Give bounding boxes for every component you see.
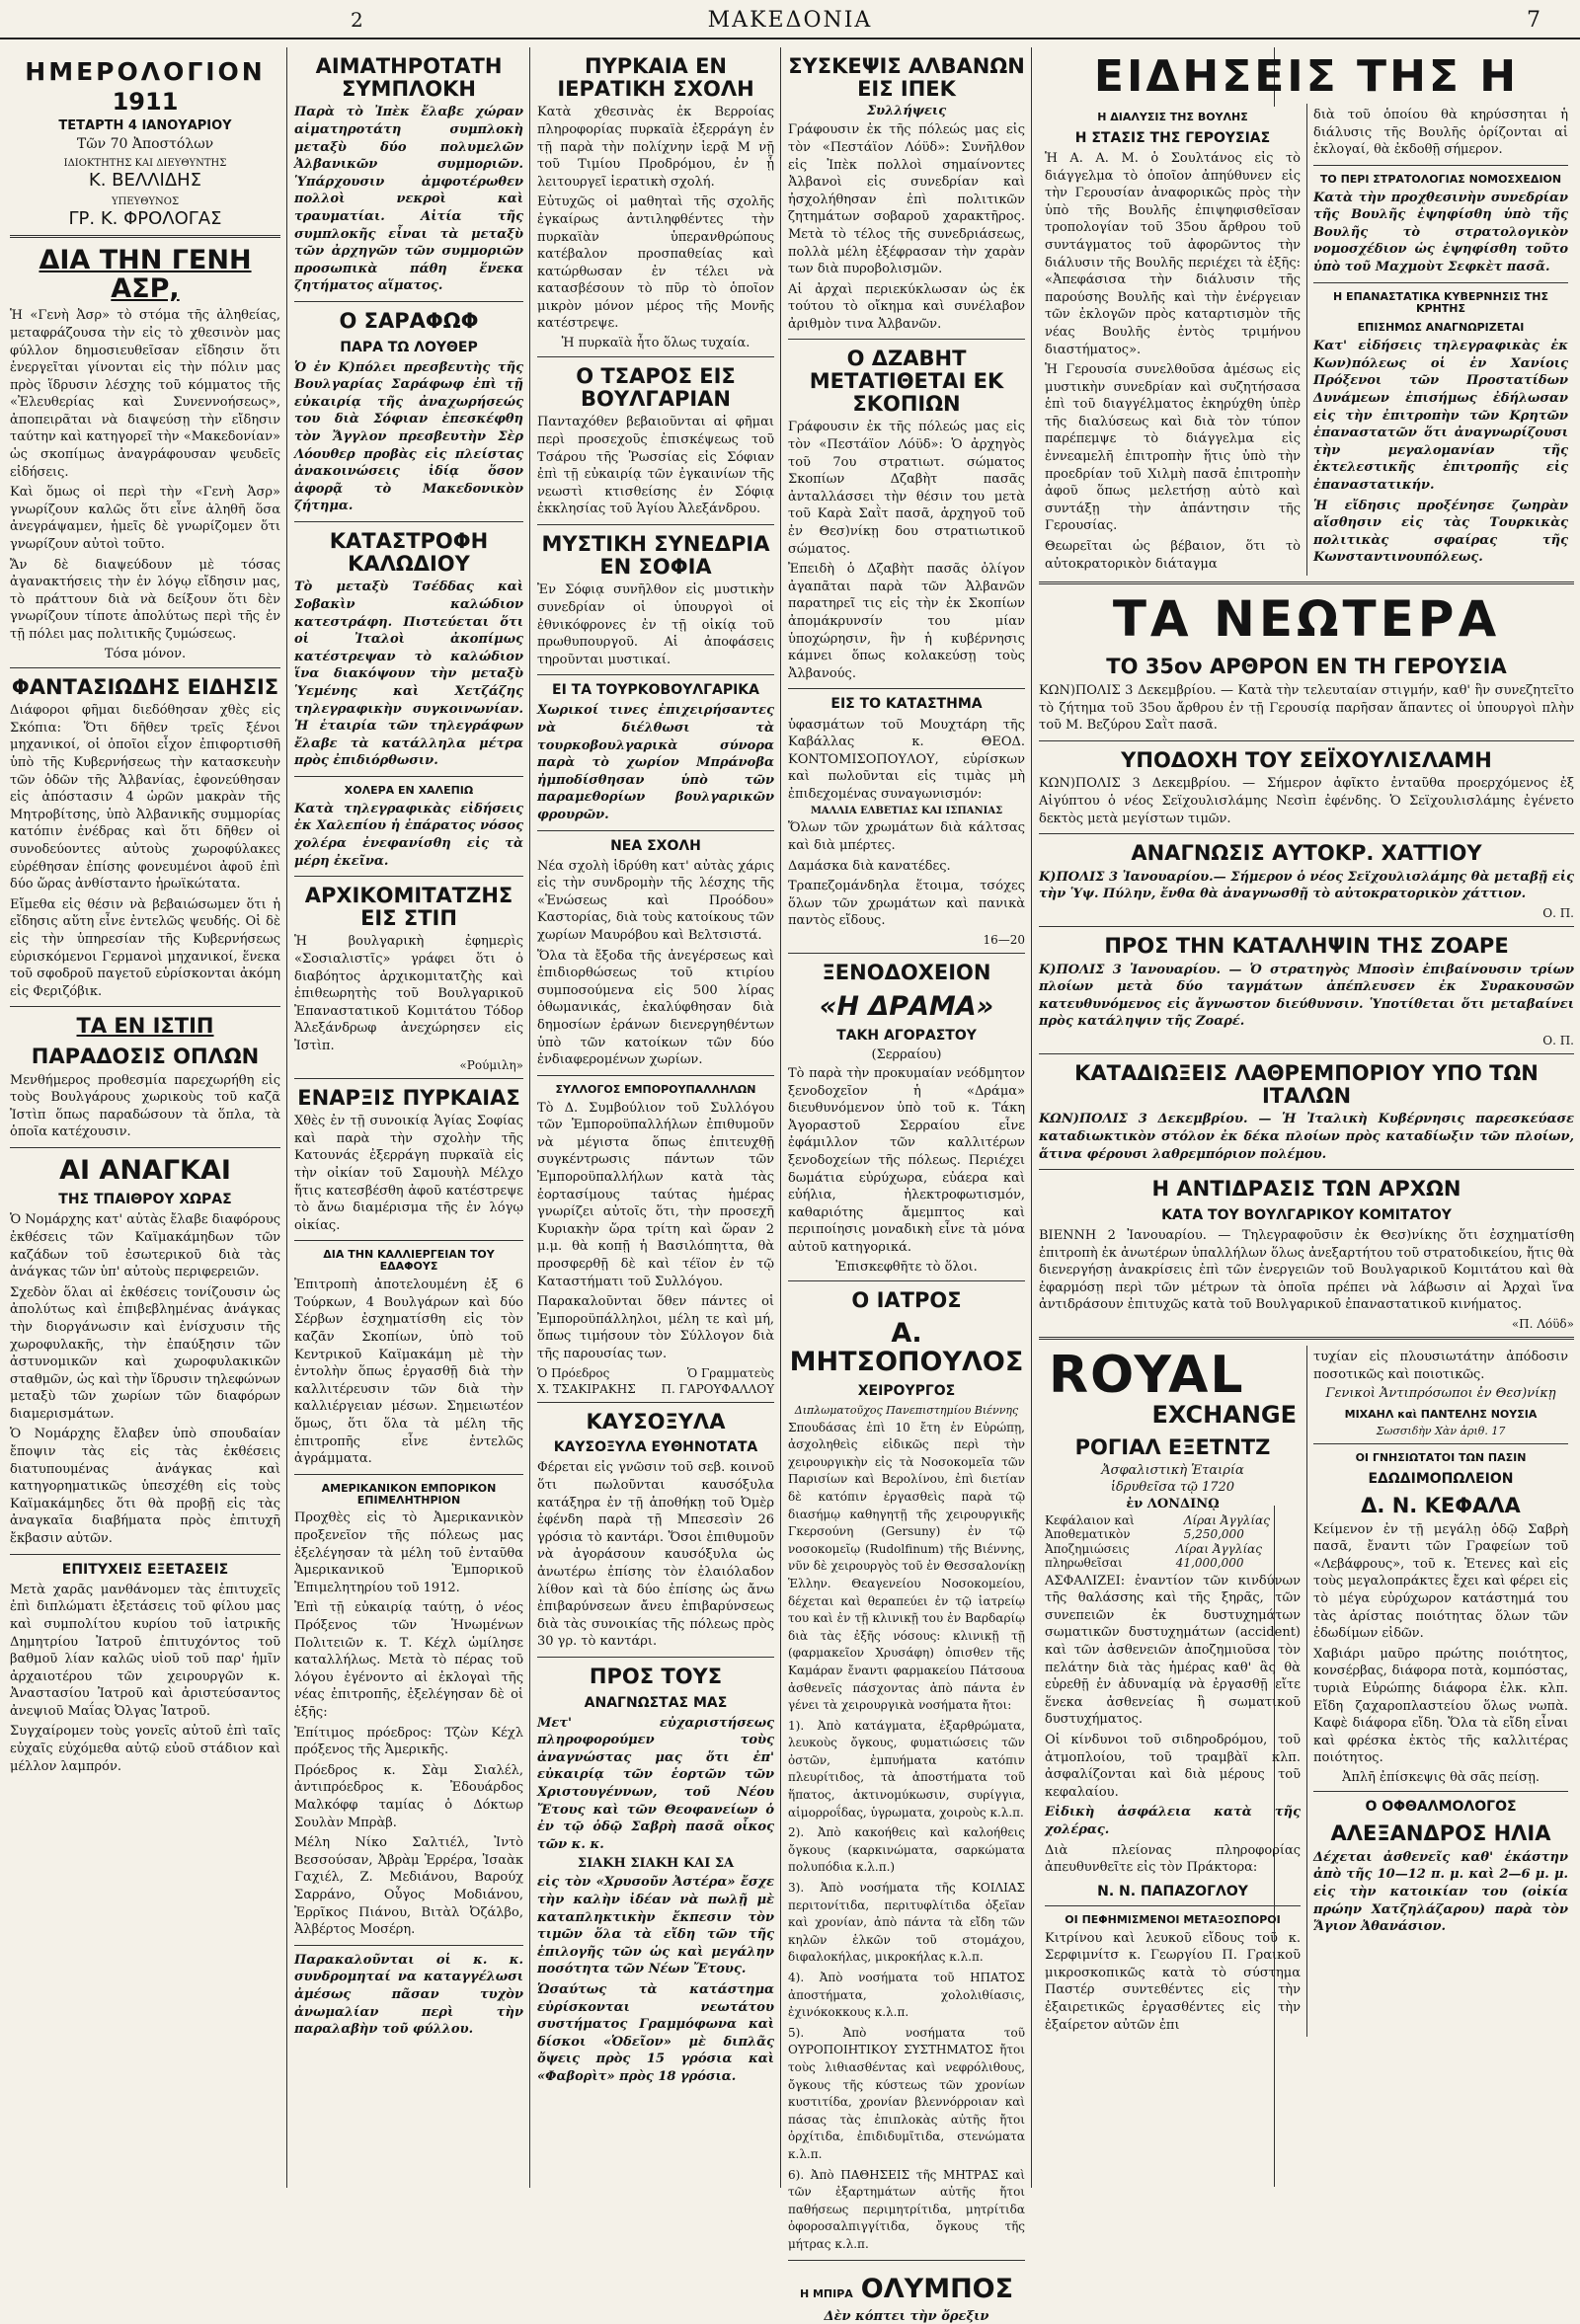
news-source: «Π. Λόϋδ» [1511, 1316, 1574, 1331]
ad-paragraph: Κιτρίνου καὶ λευκοῦ εἴδους τοῦ κ. Σερφιμνίτσ κ. Γεωργίου Π. Γραικοῦ μικροσκοπικῶς κατὰ τὸ σύστημα Παστέρ συντεθέντες εἰς τὴν ἐξαιρετικῶς ἐργασθέντες εἰς τὴν ἐξαίρετον αὐτῶν ἐπι [1045, 1930, 1301, 2033]
ad-title: Ο ΙΑΤΡΟΣ [851, 1287, 962, 1312]
article-paragraph: Ἐν Σόφιᾳ συνῆλθον εἰς μυστικὴν συνεδρίαν οἱ ὑπουργοὶ οἱ ἐθνικόφρονες ἐν τῇ οἰκίᾳ τοῦ πρωθυπουργοῦ. Αἱ ἀποφάσεις τηροῦνται μυστικαί. [537, 582, 774, 667]
article-title: ΣΥΣΚΕΨΙΣ ΑΛΒΑΝΩΝ ΕΙΣ ΙΠΕΚ [788, 54, 1025, 101]
ad-store-name: ΣΙΑΚΗ ΣΙΑΚΗ ΚΑΙ ΣΑ [577, 1856, 735, 1872]
news-source: Ο. Π. [1542, 906, 1574, 920]
divider [10, 1147, 280, 1148]
page-number: 2 [351, 8, 363, 32]
divider [1045, 1905, 1301, 1906]
divider [788, 1280, 1025, 1281]
notice-paragraph: Παρακαλοῦνται οἱ κ. κ. συνδρομηταί να καταγγέλωσι ἀμέσως πᾶσαν τυχὸν ἀνωμαλίαν περὶ τὴν παραλαβὴν τοῦ φύλλου. [294, 1952, 523, 2038]
article-paragraph: Ἡ Γερουσία συνελθοῦσα ἀμέσως εἰς μυστικὴν συνεδρίαν καὶ συζητήσασα ἐπὶ τοῦ διαγγέλματος ἐκηρύχθη ὑπὲρ τῆς διαλύσεως καὶ διὰ τὸν τύπον παρέπεμψε τὸ διάγγελμα εἰς ἐννεαμελῆ ἐπιτροπὴν ἥτις ὑπὸ τὴν προεδρίαν τοῦ Χιλμὴ πασᾶ ἐπιτροπὴν ἀφοῦ ὅπως μελετήσῃ αὐτὸ καὶ συντάξῃ τὴν ἀπάντησιν τῆς Γερουσίας. [1045, 362, 1301, 534]
ad-paragraph: Εἰδικὴ ἀσφάλεια κατὰ τῆς χολέρας. [1045, 1805, 1301, 1837]
news-paragraph: Κ)ΠΟΛΙΣ 3 Ἰανουαρίου. — Ὁ στρατηγὸς Μποσὶν ἐπιβαίνουσιν τρίων πλοίων μετὰ δύο ταγμάτων ἀπέπλευσεν ἐκ Συρακουσῶν κατευθυνόμενος εἰς ἄγνωστον διεύθυνσιν. Ὑποτίθεται ὅτι μεταβαίνει πρὸς κατάληψιν τῆς Ζοαρέ. [1039, 962, 1574, 1030]
article-title: Η ΔΙΑΛΥΣΙΣ ΤΗΣ ΒΟΥΛΗΣ [1097, 111, 1248, 123]
column-4 [782, 47, 1031, 2324]
news-paragraph: Κ)ΠΟΛΙΣ 3 Ἰανουαρίου.— Σήμερον ὁ νέος Σεϊχουλισλάμης θὰ μεταβῇ εἰς τὴν Ὑψ. Πύλην, ἔνθα θὰ ἀναγνωσθῇ τὸ αὐτοκρατορικὸν χάττιον. [1039, 869, 1574, 902]
article-subtitle: ΠΑΡΑΔΟΣΙΣ ΟΠΛΩΝ [31, 1045, 260, 1069]
article-paragraph: Μέλη Νίκο Σαλτιέλ, Ἰντὸ Βεσσούσαν, Ἀβρὰμ Ἐρρέρα, Ἰσαὰκ Γαχιέλ, Ζ. Μεδιάνου, Βαρούχ Σαρράνο, Οὗγος Μοδιάνου, Ἐρρῖκος Πιάνου, Βιτὰλ Ὀζάλβο, Ἀλβέρτος Μοσέρη. [294, 1835, 523, 1938]
royal-sub: ἱδρυθεῖσα τῷ 1720 [1110, 1479, 1235, 1495]
article-paragraph: Ἡ Α. Α. Μ. ὁ Σουλτάνος εἰς τὸ διάγγελμα τὸ ὁποῖον ἀπηύθυνεν εἰς τὴν Γερουσίαν ἀναφορικῶς πρὸς τὴν ὑπὸ τῆς Βουλῆς ἐπιψηφισθεῖσαν τροπολογίαν τοῦ 35ου ἄρθρου τοῦ συντάγματος τοῦ ἀφορῶντος τὴν διάλυσιν τῆς Βουλῆς περιέχει τὰ ἑξῆς: «Ἀπεφάσισα τὴν διάλυσιν τῆς παρούσης Βουλῆς καὶ τὴν ἐνέργειαν τῶν ἐκλογῶν πρὸς καταρτισμὸν τῆς νέας Βουλῆς ἐντὸς τριμήνου διαστήματος». [1045, 150, 1301, 357]
divider [294, 876, 523, 877]
divider [294, 776, 523, 777]
ad-paragraph: Κείμενον ἐν τῇ μεγάλῃ ὁδῷ Σαβρὴ πασᾶ, ἔναντι τῶν Γραφείων τοῦ «Λεβάφρους», τοῦ κ. Ἑτενες καὶ εἰς τοὺς μεγαλοπράκτες ἔχει καὶ φέρει εἰς τὸ μέγα εὐρύχωρον κατάστημά του τὰς ἀρίστας ποιότητας ὅλων τῶν ἐδωδίμων εἰδῶν. [1313, 1521, 1568, 1642]
column-divider [1031, 47, 1032, 2188]
article-paragraph: Ὅλα τὰ ἔξοδα τῆς ἀνεγέρσεως καὶ ἐπιδιορθώσεως τοῦ κτιρίου συμποσούμενα εἰς 500 λίρας ὀθωμανικάς, ἐκαλύφθησαν διὰ δημοσίων ἐράνων διενεργηθέντων ὑπὸ τῶν κατοίκων τῶν δύο ἐνδιαφερομένων χωρίων. [537, 948, 774, 1068]
divider [1039, 1169, 1574, 1170]
right-section [1033, 47, 1580, 2188]
article-closing: Ἡ πυρκαϊὰ ἦτο ὅλως τυχαία. [561, 336, 750, 351]
news-left [1039, 104, 1306, 576]
article-source: «Ρούμιλη» [459, 1057, 523, 1072]
ad-paragraph: Τραπεζομάνδηλα ἕτοιμα, τσόχες ὅλων τῶν χρωμάτων καὶ πανικὰ παντὸς εἴδους. [788, 879, 1025, 929]
divider [537, 524, 774, 525]
divider [788, 953, 1025, 954]
divider [1039, 1053, 1574, 1054]
article-paragraph: Κατὰ χθεσινὰς ἐκ Βερροίας πληροφορίας πυρκαϊὰ ἐξερράγη ἐν τῇ παρὰ τὴν πολίχνην ἱερᾷ Μ νῇ τοῦ Τιμίου Προδρόμου, ἐν ᾗ λειτουργεῖ ἱερατικὴ σχολή. [537, 105, 774, 190]
article-subtitle: ΠΑΡΑ ΤΩ ΛΟΥΘΕΡ [340, 339, 478, 355]
article-paragraph: Χωρικοί τινες ἐπιχειρήσαντες νὰ διέλθωσι τὰ τουρκοβουλγαρικὰ σύνορα παρὰ τὸ χωρίον Μπράνοβα ἠμποδίσθησαν ὑπὸ τῶν παραμεθορίων βουλγαρικῶν φρουρῶν. [537, 703, 774, 822]
ad-subtitle-2: (Σερραίου) [871, 1046, 942, 1062]
ad-line: Σωσσιδὴν Χὰν ἀριθ. 17 [1376, 1424, 1506, 1437]
ad-name: ΟΛΥΜΠΟΣ [860, 2273, 1014, 2304]
article-title: ΜΥΣΤΙΚΗ ΣΥΝΕΔΡΙΑ ΕΝ ΣΟΦΙΑ [541, 531, 770, 579]
ad-subtitle: ΑΝΑΓΝΩΣΤΑΣ ΜΑΣ [584, 1694, 728, 1711]
article-title: Ο ΣΑΡΑΦΩΦ [339, 308, 479, 333]
article-paragraph: Ἡ «Γενὴ Ἀσρ» τὸ στόμα τῆς ἀληθείας, μεταφράζουσα τὴν εἰς τὸ χθεσινὸν μας φύλλον δημοσιευθεῖσαν εἴδησιν ὅτι ἐνεργεῖται γίνονται εἰς τὴν πόλιν μας πρὸς ἵδρυσιν λέσχης τοῦ κόμματος τῆς «Ἐλευθερίας καὶ Συνεννοήσεως», ἀποπειρᾶται νὰ διαψεύσῃ τὴν εἴδησιν ταύτην καὶ κατηγορεῖ τὴν «Μακεδονίαν» ὡς σκοπίμως ἀναγράφουσαν ψευδεῖς εἰδήσεις. [10, 308, 280, 480]
ad-paragraph: Μετ' εὐχαριστήσεως πληροφορούμεν τοὺς ἀναγνώστας μας ὅτι ἐπ' εὐκαιρίᾳ τῶν ἑορτῶν τῶν Χριστουγέννων, τοῦ Νέου Ἔτους καὶ τῶν Θεοφανείων ὁ ἐν τῷ ὁδῷ Σαβρὴ πασᾶ οἶκος τῶν κ. κ. [537, 1715, 774, 1852]
column-divider [286, 47, 287, 2188]
side-number: 7 [1527, 8, 1540, 33]
news-title: ΤΟ 35ον ΑΡΘΡΟΝ ΕΝ ΤΗ ΓΕΡΟΥΣΙΑ [1106, 655, 1507, 679]
divider [1313, 282, 1568, 283]
divider [294, 1945, 523, 1946]
ad-title: ΞΕΝΟΔΟΧΕΙΟΝ [822, 961, 991, 985]
article-title: ΕΝΑΡΞΙΣ ΠΥΡΚΑΙΑΣ [297, 1085, 520, 1110]
divider [1039, 1337, 1574, 1340]
ad-paragraph: 4). Ἀπὸ νοσήματα τοῦ ΗΠΑΤΟΣ ἀποστήματα, χολολιθίασις, ἐχινόκοκκους κ.λ.π. [788, 1971, 1025, 2020]
royal-row [1045, 1542, 1301, 1570]
ad-paragraph: 3). Ἀπὸ νοσήματα τῆς ΚΟΙΛΙΑΣ περιτονίτιδα, περιτυφλίτιδα ὀξεῖαν καὶ χρονίαν, ἀπὸ πάντα τὰ εἴδη τῶν κηλῶν ἑλκῶν τοῦ στομάχου, διφαλοκήλας, μικροκήλας κ.λ.π. [788, 1881, 1025, 1965]
article-title: ΑΙ ΑΝΑΓΚΑΙ [59, 1155, 231, 1187]
article-paragraph: Τὸ Δ. Συμβούλιον τοῦ Συλλόγου τῶν Ἐμποροϋπαλλήλων ἐπιθυμοῦν νὰ μέγιστα ὅπως ἐπιτευχθῇ συγκέντρωσις πάντων τῶν Ἐμποροϋπαλλήλων κατὰ τὰς ἑορτασίμους ταύτας ἡμέρας γνωρίζει αὐτοῖς ὅτι, τὴν προσεχῆ Κυριακὴν ὥρα τρίτη καὶ ὥραν 2 μ.μ. θὰ κοπῇ ἡ Βασιλόπηττα, θὰ προσφερθῇ δὲ καὶ τέϊον ἐν τῷ Καταστήματι τοῦ Συλλόγου. [537, 1100, 774, 1289]
ad-slogan: Δὲν κόπτει τὴν ὄρεξιν [824, 2308, 989, 2324]
ad-title: Ο ΟΦΘΑΛΜΟΛΟΓΟΣ [1365, 1798, 1517, 1815]
news-paragraph: ΒΙΕΝΝΗ 2 Ἰανουαρίου. — Τηλεγραφοῦσιν ἐκ Θεσ)νίκης ὅτι ἐσχηματίσθη ἐπιτροπὴ ἐκ ἀνωτέρων ὑπαλλήλων ὅλως ἀνεξαρτήτου τοῦ στρατοδικείου, ἥτις θὰ διενεργήσῃ ἀνακρίσεις ἐπὶ τῶν ἐνεργειῶν τοῦ Βουλγαρικοῦ Κομιτάτου καὶ θὰ ἐφαρμόσῃ περὶ τῶν μέτρων τὰ ὁποῖα πρέπει νὰ λάβωσιν αἱ Ἀρχαὶ ἵνα ἀντιδράσουν ἐπιτυχῶς κατὰ τοῦ Βουλγαρικοῦ ἐπαναστατικοῦ κινήματος. [1039, 1227, 1574, 1313]
ad-line: Γενικοὶ Ἀντιπρόσωποι ἐν Θεσ)νίκῃ [1325, 1386, 1556, 1402]
divider [537, 674, 774, 675]
news-paragraph: ΚΩΝ)ΠΟΛΙΣ 3 Δεκεμβρίου. — Ἡ Ἰταλικὴ Κυβέρνησις παρεσκεύασε καταδιωκτικὸν στόλον ἐκ δέκα πλοίων πρὸς καταδίωξιν τῶν πλοίων, ἅτινα φέρουσι λαθρεμπόριον πολέμου. [1039, 1112, 1574, 1162]
article-title: ΤΟ ΠΕΡΙ ΣΤΡΑΤΟΛΟΓΙΑΣ ΝΟΜΟΣΧΕΔΙΟΝ [1319, 172, 1562, 186]
calendar-year: 1911 [112, 88, 179, 116]
article-paragraph: Ὁ Νομάρχης κατ' αὐτὰς ἔλαβε διαφόρους ἐκθέσεις τῶν Καϊμακάμηδων τῶν καζάδων τοῦ ἐσωτερικοῦ διὰ τὰς ἀνάγκας τῶν ὑπ' αὐτοὺς περιφερειῶν. [10, 1212, 280, 1280]
article-paragraph: Αἱ ἀρχαὶ περιεκύκλωσαν ὡς ἐκ τούτου τὸ οἴκημα καὶ συνέλαβον ἀριθμὸν τινα Ἀλβανῶν. [788, 281, 1025, 332]
divider [1039, 833, 1574, 834]
ads-left [1039, 1346, 1306, 2037]
ad-paragraph: 1). Ἀπὸ κατάγματα, ἐξαρθρώματα, λευκοὺς ὄγκους, φυματιώσεις τῶν ὀστῶν, ἐμπυήματα κατόπιν πλευρίτιδος, τὰ ἀποστήματα τοῦ ἥπατος, ἀκτινομύκωσιν, συρίγγια, αἱμορροΐδας, ὑγρωματα, χοιροὺς κ.λ.π. [788, 1718, 1025, 1820]
ad-line: ΜΑΛΛΙΑ ΕΛΒΕΤΙΑΣ ΚΑΙ ΙΣΠΑΝΙΑΣ [810, 806, 1003, 817]
royal-agent: Ν. Ν. ΠΑΠΑΖΟΓΛΟΥ [1097, 1883, 1248, 1899]
ad-subtitle: ΚΑΥΣΟΞΥΛΑ ΕΥΘΗΝΟΤΑΤΑ [553, 1439, 758, 1456]
ad-paragraph: τυχίαν εἰς πλουσιωτάτην ἀπόδοσιν ποσοτικῶς καὶ ποιοτικῶς. [1313, 1349, 1568, 1382]
article-title: Ο ΤΣΑΡΟΣ ΕΙΣ ΒΟΥΛΓΑΡΙΑΝ [576, 364, 736, 411]
ad-paragraph: ΑΣΦΑΛΙΖΕΙ: ἐναντίον τῶν κινδύνων τῆς θαλάσσης καὶ τῆς ξηρᾶς, τῶν συνεπειῶν ἐκ δυστυχημάτων σωματικῶν δυστυχημάτων (accident) καὶ τῶν ἀσθενειῶν ἀποζημιοῦσα τὸν πελάτην διὰ τὰς ἡμέρας καθ' ἃς θὰ εὑρεθῇ ἐν ἀδυναμίᾳ νὰ ἐργασθῇ εἴτε ἕνεκα ἀσθενείας ἢ σωματικοῦ δυστυχήματος. [1045, 1573, 1301, 1728]
article-title: ΠΥΡΚΑΙΑ ΕΝ ΙΕΡΑΤΙΚΗ ΣΧΟΛΗ [557, 54, 754, 101]
article-subtitle: ΕΠΙΣΗΜΩΣ ΑΝΑΓΝΩΡΙΖΕΤΑΙ [1357, 321, 1525, 335]
ad-name: ΑΛΕΞΑΝΔΡΟΣ ΗΛΙΑ [1330, 1821, 1551, 1846]
article-title: ΑΡΧΙΚΟΜΙΤΑΤΖΗΣ ΕΙΣ ΣΤΙΠ [304, 884, 514, 930]
news-right [1306, 104, 1574, 576]
article-title: ΚΑΤΑΣΤΡΟΦΗ ΚΑΛΩΔΙΟΥ [329, 529, 489, 576]
ad-paragraph: 6). Ἀπὸ ΠΑΘΗΣΕΙΣ τῆς ΜΗΤΡΑΣ καὶ τῶν ἐξαρτημάτων αὐτῆς ἤτοι παθήσεως περιμητρίτιδα, μητρίτιδα ὀφοροσαλπιγγίτιδα, ὄγκους τῆς μήτρας κ.λ.π. [788, 2167, 1025, 2251]
ad-name: «Η ΔΡΑΜΑ» [819, 990, 994, 1022]
editor-name: ΓΡ. Κ. ΦΡΟΛΟΓΑΣ [68, 208, 222, 229]
article-paragraph: Ὁ ἐν Κ)πόλει πρεσβευτὴς τῆς Βουλγαρίας Σαράφωφ ἐπὶ τῇ εὐκαιρίᾳ τῆς ἀναχωρήσεώς του διὰ Σόφιαν ἐπεσκέφθη τὸν Ἄγγλον πρεσβευτὴν Σὲρ Λόουθερ προβὰς εἰς πλείστας ἀνακοινώσεις ἰδίᾳ ὅσον ἀφορᾷ τὸ Μακεδονικὸν ζήτημα. [294, 359, 523, 514]
article-paragraph: Συγχαίρομεν τοὺς γονεῖς αὐτοῦ ἐπὶ ταῖς εὐχαῖς εὐχόμεθα αὐτῷ εὐοῦ στάδιον καὶ μέλλον λαμπρόν. [10, 1724, 280, 1774]
news-title: ΠΡΟΣ ΤΗΝ ΚΑΤΑΛΗΨΙΝ ΤΗΣ ΖΟΑΡΕ [1104, 934, 1509, 958]
royal-row-value: Λίραι Ἀγγλίας 5,250,000 [1183, 1512, 1270, 1541]
ad-subtitle: ΤΑΚΗ ΑΓΟΡΑΣΤΟΥ [836, 1027, 977, 1044]
news-paragraph: ΚΩΝ)ΠΟΛΙΣ 3 Δεκεμβρίου. — Σήμερον ἀφῖκτο ἐνταῦθα προερχόμενος ἐξ Αἰγύπτου ὁ νέος Σεϊχουλισλάμης Νεσὶπ ἐφένδης. Ὁ Σεϊχουλισλάμης ἐγένετο δεκτὸς μετὰ μεγίστων τιμῶν. [1039, 776, 1574, 826]
article-paragraph: Προχθὲς εἰς τὸ Ἀμερικανικὸν προξενεῖον τῆς πόλεως μας ἐξελέγησαν τὰ μέλη τοῦ ἐνταῦθα Ἀμερικανικοῦ Ἐμπορικοῦ Ἐπιμελητηρίου τοῦ 1912. [294, 1511, 523, 1595]
masthead [0, 0, 1580, 39]
calendar-saint: Τῶν 70 Ἀποστόλων [76, 136, 214, 152]
royal-row-label: Κεφάλαιον καὶ Ἀποθεματικὸν [1045, 1512, 1135, 1541]
article-paragraph: Ἐπειδὴ ὁ Δζαβὴτ πασᾶς ὀλίγον ἀγαπᾶται παρὰ τῶν Ἀλβανῶν παρατηρεῖ τις εἰς τὴν ἐκ Σκοπίων ἀπομάκρυνσίν του μίαν ὑποχώρησιν, ἣν ἡ κυβέρνησις κάμνει ὅπως κολακεύσῃ τοὺς Ἀλβανούς. [788, 562, 1025, 681]
ad-paragraph: Φέρεται εἰς γνῶσιν τοῦ σεβ. κοινοῦ ὅτι πωλοῦνται καυσόξυλα κατάξηρα ἐν τῇ ἀποθήκῃ τοῦ Ὀμὲρ ἐφένδη παρὰ τῇ Μπεσεσὶν 26 γρόσια τὸ καντάρι. Ὅσοι ἐπιθυμοῦν νὰ ἀγοράσουν καυσόξυλα ὡς ἀνωτέρω ἐπίσης τὸν ἐλαιόλαδον λίθον καὶ τὰ δύο ἐπίσης ὡς ἄνω ἐπιβαρύνσεων ἄνευ ἐπιβαρύνσεως διὰ τὰς συνοικίας τῆς πόλεως πρὸς 30 γρ. τὸ καντάρι. [537, 1460, 774, 1650]
ad-names: ΜΙΧΑΗΛ καὶ ΠΑΝΤΕΛΗΣ ΝΟΥΣΙΑ [1344, 1408, 1538, 1422]
divider [537, 1075, 774, 1076]
ad-paragraph: Ὡσαύτως τὰ κατάστημα εὐρίσκονται νεωτάτου συστήματος Γραμμόφωνα καὶ δίσκοι «Ὁδεῖον» μὲ διπλᾶς ὄψεις πρὸς 15 γρόσια καὶ «Φαβορὶτ» πρὸς 18 γρόσια. [537, 1981, 774, 2084]
ad-paragraph: 5). Ἀπὸ νοσήματα τοῦ ΟΥΡΟΠΟΙΗΤΙΚΟΥ ΣΥΣΤΗΜΑΤΟΣ ἤτοι τοὺς λιθιασθέντας καὶ νεφρόλιθους, ὄγκους τῆς κύστεως τῶν χρονίων κυστιτίδα, χρονίαν βλεννόρροιαν καὶ πάσας τὰς ἐπιπλοκὰς αὐτῆς ἤτοι ὀρχίτιδα, ἐπιδιδυμῖτιδα, στενώματα κ.λ.π. [788, 2025, 1025, 2161]
divider [1039, 581, 1574, 584]
royal-row [1045, 1513, 1301, 1541]
signature-name-right: Π. ΓΑΡΟΥΦΑΛΛΟΥ [661, 1381, 774, 1396]
ad-title: ΟΙ ΠΕΦΗΜΙΣΜΕΝΟΙ ΜΕΤΑΞΟΣΠΟΡΟΙ [1065, 1912, 1281, 1926]
article-paragraph: Παρὰ τὸ Ἰπὲκ ἔλαβε χώραν αἱματηροτάτη συμπλοκὴ μεταξὺ δύο πολυμελῶν Ἀλβανικῶν συμμοριῶν. Ὑπάρχουσιν ἀμφοτέρωθεν πολλοὶ νεκροὶ καὶ τραυματίαι. Αἰτία τῆς συμπλοκῆς εἶναι τὰ μεταξὺ τῶν ἀρχηγῶν τῶν συμμοριῶν προσωπικὰ πάθη ἕνεκα ζητήματος αἵματος. [294, 105, 523, 294]
article-paragraph: Ἄν δὲ διαψεύδουν μὲ τόσας ἀγανακτήσεις τὴν ἐν λόγῳ εἴδησιν μας, τὸ πράττουν διὰ νὰ δείξουν ὅτι δὲν γνωρίζουν τίποτε ἀπολύτως περὶ τῆς ἐν τῇ πόλει μας πολιτικῆς ζυμώσεως. [10, 557, 280, 642]
ads-bottom-row [1039, 1346, 1574, 2037]
royal-logo-2: EXCHANGE [1151, 1400, 1297, 1429]
article-paragraph: Πανταχόθεν βεβαιοῦνται αἱ φῆμαι περὶ προσεχοῦς ἐπισκέψεως τοῦ Τσάρου τῆς Ῥωσσίας εἰς Σόφιαν ἐπὶ τῇ εὐκαιρίᾳ τῶν ἐγκαινίων τῆς νεωστὶ κτισθείσης ἐν Σόφιᾳ ἐκκλησίας τοῦ Ἁγίου Ἀλεξάνδρου. [537, 415, 774, 517]
ad-name: Α. ΜΗΤΣΟΠΟΥΛΟΣ [789, 1318, 1024, 1378]
section-title: ΕΙΔΗΣΕΙΣ ΤΗΣ Η [1093, 51, 1520, 102]
article-paragraph: Νέα σχολὴ ἱδρύθη κατ' αὐτὰς χάρις εἰς τὴν συνδρομὴν τῆς λέσχης τῆς «Ἑνώσεως καὶ Προόδου» Καστορίας, διὰ τοὺς κατοίκους τῶν χωρίων Μαυρόβου καὶ Βελτσιστά. [537, 858, 774, 944]
newspaper-title: ΜΑΚΕΔΟΝΙΑ [707, 8, 873, 33]
ad-paragraph: Δέχεται ἀσθενεῖς καθ' ἑκάστην ἀπὸ τῆς 10—12 π. μ. καὶ 2—6 μ. μ. εἰς τὴν κατοικίαν του (οἰκία πρώην Χατζηλάζαρου) παρὰ τὸν Ἅγιον Ἀθανάσιον. [1313, 1849, 1568, 1935]
article-title: ΑΜΕΡΙΚΑΝΙΚΟΝ ΕΜΠΟΡΙΚΟΝ ΕΠΙΜΕΛΗΤΗΡΙΟΝ [321, 1481, 497, 1507]
ad-paragraph: 2). Ἀπὸ κακοήθεις καὶ καλοήθεις ὄγκους (καρκινώματα, σαρκώματα πολυπόδια κ.λ.π.) [788, 1825, 1025, 1875]
news-title: Η ΑΝΤΙΔΡΑΣΙΣ ΤΩΝ ΑΡΧΩΝ [1151, 1177, 1462, 1201]
ad-paragraph: Οἱ κίνδυνοι τοῦ σιδηροδρόμου, τοῦ ἀτμοπλοίου, τοῦ τραμβὰϊ κλπ. ἀσφαλίζονται καὶ διὰ μέρους τοῦ κεφαλαίου. [1045, 1732, 1301, 1800]
article-title: ΕΠΙΤΥΧΕΙΣ ΕΞΕΤΑΣΕΙΣ [61, 1561, 229, 1578]
article-title: ΣΥΛΛΟΓΟΣ ΕΜΠΟΡΟΥΠΑΛΛΗΛΩΝ [555, 1082, 756, 1096]
ad-title: Η ΜΠΙΡΑ [799, 2286, 853, 2300]
article-paragraph: Κατ' εἰδήσεις τηλεγραφικὰς ἐκ Κων)πόλεως οἱ ἐν Χανίοις Πρόξενοι τῶν Προστατίδων Δυνάμεων ἐπισήμως ἐδήλωσαν εἰς τὴν ἐπιτροπὴν τῶν Κρητῶν ἐπαναστατῶν ὅτι ἀναγνωρίζουσι τὴν μεγαλομανίαν τῆς ἐκτελεστικῆς ἐπιτροπῆς εἰς ἐπαναστατικήν. [1313, 339, 1568, 493]
column-divider [529, 47, 530, 2188]
article-paragraph: Γράφουσιν ἐκ τῆς πόλεώς μας εἰς τὸν «Πεστάϊον Λόϋδ»: Συνῆλθον εἰς Ἰπὲκ πολλοὶ σημαίνοντες Ἀλβανοὶ εἰς συνεδρίαν καὶ ἠσχολήθησαν ἐπὶ πολιτικῶν ζητημάτων σοβαροῦ χαρακτῆρος. Μετὰ τὸ τέλος τῆς συνεδριάσεως, πολλὰ μέλη ἐξέφρασαν τὴν χαρὰν των διὰ πυροβολισμῶν. [788, 122, 1025, 277]
masthead-rule [0, 38, 1580, 39]
divider [10, 235, 280, 238]
article-paragraph: Ἐπίτιμος πρόεδρος: Τζὼν Κέχλ πρόξενος τῆς Ἀμερικῆς. [294, 1725, 523, 1758]
article-paragraph: Θεωρεῖται ὡς βέβαιον, ὅτι τὸ αὐτοκρατορικὸν διάταγμα [1045, 539, 1301, 572]
article-subtitle: Η ΣΤΑΣΙΣ ΤΗΣ ΓΕΡΟΥΣΙΑΣ [1074, 129, 1271, 146]
column-divider [780, 47, 781, 2188]
ad-paragraph: Χαβιάρι μαῦρο πρώτης ποιότητος, κονσέρβας, διάφορα ποτὰ, κομπόστας, τυριὰ Εὐρώπης διάφορα ἐλκ. κλπ. Εἴδη ζαχαροπλαστείου ὅλως νωπὰ. Καφὲ διάφορα εἴδη. Ὅλα τὰ εἴδη εἶναι καὶ φρέσκα ἐκτὸς τῆς καλλιτέρας ποιότητος. [1313, 1646, 1568, 1766]
ad-header-row [788, 2267, 1025, 2307]
ad-name: Δ. Ν. ΚΕΦΑΛΑ [1361, 1493, 1521, 1517]
divider [537, 356, 774, 357]
divider [294, 1240, 523, 1241]
article-title: ΔΙΑ ΤΗΝ ΓΕΝΗ ΑΣΡ, [39, 245, 252, 305]
article-paragraph: Μενθήμερος προθεσμία παρεχωρήθη εἰς τοὺς Βουλγάρους χωρικοὺς τοῦ καζᾶ Ἰστὶπ ὅπως παραδώσουν τὰ ὅπλα, τὰ ὁποῖα κατέχουσιν. [10, 1072, 280, 1140]
ad-number: 16—20 [983, 933, 1025, 948]
ad-paragraph: Τὸ παρὰ τὴν προκυμαίαν νεόδμητον ξενοδοχεῖον ἡ «Δράμα» διευθυνόμενον ὑπὸ τοῦ κ. Τάκη Ἀγοραστοῦ Σερραίου εἶνε ἐφάμιλλον τῶν καλλιτέρων ξενοδοχείων τῆς πόλεως. Περιέχει δωμάτια εὐρύχωρα, εὐάερα καὶ εὐήλια, ἠλεκτροφωτισμόν, καθαριότης ἄμεμπτος καὶ περιποίησις μοναδικὴ εἶνε τὰ μόνα αὐτοῦ κατηγορικά. [788, 1065, 1025, 1255]
signature-label-right: Ὁ Γραμματεὺς [686, 1365, 774, 1380]
ads-right [1306, 1346, 1574, 2037]
ad-subtitle: ΧΕΙΡΟΥΡΓΟΣ [857, 1383, 956, 1400]
ad-title: ΟΙ ΓΝΗΣΙΩΤΑΤΟΙ ΤΩΝ ΠΑΣΙΝ [1355, 1450, 1527, 1464]
article-paragraph: Διάφοροι φῆμαι διεδόθησαν χθὲς εἰς Σκόπια: Ὅτι δῆθεν τρεῖς ξένοι μηχανικοί, οἱ ὁποῖοι εἶχον ἐπιφορτισθῆ ὑπὸ τῆς Κυβερνήσεως τὴν κατασκευὴν τῶν ὁδῶν τῆς Ἀλβανίας, ἐφονεύθησαν εἰς ἀπόστασιν 4 ὡρῶν μακρὰν τῆς Μητροβίτσης, ὑπὸ Ἀλβανικῆς συμμορίας κατόπιν ἐνέδρας καὶ ὅτι δῆθεν οἱ συνοδεύοντες αὐτοὺς χωροφύλακες εὑρέθησαν ἐπίσης φονευμένοι ἀφοῦ ἐπὶ δύο ὥρας ἀνθίσταντο ἡρωϊκώτατα. [10, 703, 280, 892]
divider [1313, 1443, 1568, 1444]
article-paragraph: Γράφουσιν ἐκ τῆς πόλεώς μας εἰς τὸν «Πεστάϊον Λόϋδ»: Ὁ ἀρχηγὸς τοῦ 7ου στρατιωτ. σώματος Σκοπίων Δζαβὴτ πασᾶς ἀνταλλάσσει τὴν θέσιν του μετὰ τοῦ Καρὰ Σαῒτ πασᾶ, ἀρχηγοῦ τοῦ ἐν Θεσ)νίκῃ δου στρατιωτικοῦ σώματος. [788, 420, 1025, 557]
article-title: ΦΑΝΤΑΣΙΩΔΗΣ ΕΙΔΗΣΙΣ [11, 674, 279, 699]
signature-labels [537, 1366, 774, 1380]
article-paragraph: Μετὰ χαρᾶς μανθάνομεν τὰς ἐπιτυχεῖς ἐπὶ διπλώματι ἐξετάσεις τοῦ φίλου μας καὶ συμπολίτου κυρίου τοῦ ἰατρικῆς Δημητρίου Ἰατροῦ ἐπιτυχόντος τοῦ βαθμοῦ λίαν καλῶς υἱοῦ τοῦ παρ' ἡμῖν ἀρχαιοτέρου τῶν χειρουργῶν κ. Ἀναστασίου Ἰατροῦ καὶ ἀριστεύσαντος ἀνεψιοῦ Μαΐας Ὀλγας Ἰατροῦ. [10, 1582, 280, 1719]
article-paragraph: Ἐπὶ τῇ εὐκαιρίᾳ ταύτῃ, ὁ νέος Πρόξενος τῶν Ἡνωμένων Πολιτειῶν κ. Τ. Κέχλ ὡμίλησε καταλλήλως. Μετὰ τὸ πέρας τοῦ λόγου ἐγένοντο αἱ ἐκλογαὶ τῆς νέας ἐπιτροπῆς, ἐξελέγησαν δὲ οἱ ἑξῆς: [294, 1600, 523, 1721]
divider [537, 1402, 774, 1403]
divider [294, 1078, 523, 1079]
news-title: ΚΑΤΑΔΙΩΞΕΙΣ ΛΑΘΡΕΜΠΟΡΙΟΥ ΥΠΟ ΤΩΝ ΙΤΑΛΩΝ [1074, 1061, 1539, 1108]
ad-paragraph: ὑφασμάτων τοῦ Μουχτάρη τῆς Καβάλλας κ. ΘΕΟΔ. ΚΟΝΤΟΜΙΣΟΠΟΥΛΟΥ, εὑρίσκων καὶ πωλοῦνται εἰς τιμὰς μὴ ἐπιδεχομένας συναγωνισμόν: [788, 717, 1025, 802]
article-paragraph: Ἡ εἴδησις προξένησε ζωηρὰν αἴσθησιν εἰς τὰς Τουρκικὰς πολιτικὰς σφαίρας τῆς Κωνσταντινουπόλεως. [1313, 498, 1568, 566]
ad-paragraph: Σπουδάσας ἐπὶ 10 ἔτη ἐν Εὐρώπῃ, ἀσχοληθεὶς εἰδικῶς περὶ τὴν χειρουργικὴν εἰς τὰ Νοσοκομεῖα τῶν Παρισίων καὶ Βερολίνου, ἐπὶ διετίαν δὲ κατόπιν ἐργασθεὶς παρὰ τῷ διασήμῳ καθηγητῇ τῆς χειρουργικῆς Γκερσούνη (Gersuny) ἐν τῷ νοσοκομεῖῳ (Rudolfinum) τῆς Βιέννης, νῦν δὲ χειρουργὸς τοῦ ἐν Θεσσαλονίκῃ Ἑλλην. Θεαγενείου Νοσοκομείου, δέχεται καὶ θεραπεύει ἐν τῷ ἰατρείῳ του καὶ ἐν τῇ κλινικῇ του ἐν Βαρδαρίῳ διὰ τὰς ἐξῆς νόσους: κλινικῇ τῇ (φαρμακεῖον Χρυσάφη) ὀπισθεν τῆς Καμάραν ἔναντι φαρμακείου Πάτσουα ἀσθενεῖς πάσχοντας ἀπὸ πάντα ἐν γένει τὰ χειρουργικὰ νοσήματα ἤτοι: [788, 1420, 1025, 1713]
royal-greek-name: ΡΟΓΙΑΛ ΕΞΕΤΝΤΖ [1074, 1434, 1271, 1459]
article-paragraph: Χθὲς ἐν τῇ συνοικίᾳ Ἁγίας Σοφίας καὶ παρὰ τὴν σχολὴν τῆς Κατουνάς ἐξερράγη πυρκαϊὰ εἰς τὴν οἰκίαν τοῦ Σαμουὴλ Μέλχο ἥτις κατεσβέσθη ἀφοῦ κατέστρεψε τὸ ἄνω διαμέρισμα τῆς ἐν λόγῳ οἰκίας. [294, 1114, 523, 1233]
article-title: Ο ΔΖΑΒΗΤ ΜΕΤΑΤΙΘΕΤΑΙ ΕΚ ΣΚΟΠΙΩΝ [809, 347, 1004, 416]
article-paragraph: Εὐτυχῶς οἱ μαθηταὶ τῆς σχολῆς ἐγκαίρως ἀντιληφθέντες τὴν πυρκαϊὰν ὑπερανθρώπους κατέβαλον προσπαθείας καὶ κατώρθωσαν ἐν τέλει νὰ κατασβέσουν τὸ πῦρ τὸ ὁποῖον μικρὸν μόνον μέρος τῆς Μονῆς κατέστρεψε. [537, 194, 774, 332]
signature-name-left: Χ. ΤΣΑΚΙΡΑΚΗΣ [537, 1381, 636, 1396]
article-paragraph: Εἴμεθα εἰς θέσιν νὰ βεβαιώσωμεν ὅτι ἡ εἴδησις αὕτη εἶνε ἐντελῶς ψευδής. Οἱ δὲ εἰς τὴν ὑπηρεσίαν τῆς Κυβερνήσεως εὑρισκόμενοι Γερμανοὶ μηχανικοί, ἕνεκα τοῦ σφοδροῦ παγετοῦ εὑρίσκονται ἀκόμη εἰς Φεριζόβικ. [10, 896, 280, 999]
latest-news-title: ΤΑ ΝΕΩΤΕΡΑ [1112, 590, 1501, 649]
article-paragraph: Κατὰ τὴν προχθεσινὴν συνεδρίαν τῆς Βουλῆς ἐψηφίσθη ὑπὸ τῆς Βουλῆς τὸ στρατολογικὸν νομοσχέδιον ὡς ἐψηφίσθη τοῦτο ὑπὸ τοῦ Μαχμοὺτ Σεφκὲτ πασᾶ. [1313, 190, 1568, 275]
news-paragraph: ΚΩΝ)ΠΟΛΙΣ 3 Δεκεμβρίου. — Κατὰ τὴν τελευταίαν στιγμήν, καθ' ἣν συνεζητεῖτο τὸ ζήτημα τοῦ 35ου ἄρθρου ἐν τῇ Γερουσίᾳ παρῆσαν ἅπαντες οἱ ὑπουργοὶ πλὴν τοῦ Μ. Βεζύρου Σαῒτ πασᾶ. [1039, 682, 1574, 734]
royal-row-label: Ἀποζημιώσεις πληρωθεῖσαι [1045, 1541, 1130, 1570]
royal-logo: ROYAL [1049, 1345, 1245, 1405]
signature-label-left: Ὁ Πρόεδρος [537, 1365, 610, 1380]
article-title: ΧΟΛΕΡΑ ΕΝ ΧΑΛΕΠΙΩ [344, 783, 474, 797]
royal-row-value: Λίραι Ἀγγλίας 41,000,000 [1175, 1541, 1262, 1570]
news-top-row [1039, 104, 1574, 576]
ad-paragraph: Ὅλων τῶν χρωμάτων διὰ κάλτσας καὶ διὰ μπέρτες. [788, 820, 1025, 854]
column-1 [4, 47, 286, 2188]
ad-subtitle-2: Διπλωματοῦχος Πανεπιστημίου Βιέννης [794, 1403, 1019, 1417]
ad-title: ΕΙΣ ΤΟ ΚΑΤΑΣΤΗΜΑ [830, 696, 983, 713]
editor-label: ΥΠΕΥΘΥΝΟΣ [111, 196, 180, 207]
article-paragraph: Κατὰ τηλεγραφικὰς εἰδήσεις ἐκ Χαλεπίου ἡ ἐπάρατος νόσος χολέρα ἐνεφανίσθη εἰς τὰ μέρη ἐκεῖνα. [294, 801, 523, 869]
ad-paragraph: Δαμάσκα διὰ κανατέδες. [788, 858, 951, 874]
divider [537, 830, 774, 831]
article-paragraph: Τὸ μεταξὺ Τσέδδας καὶ Σοβακὶν καλώδιον κατεστράφη. Πιστεύεται ὅτι οἱ Ἰταλοὶ ἀκοπίμως κατέστρεψαν τὸ καλώδιον ἵνα διακόψουν τὴν μεταξὺ Ὑεμένης καὶ Χετζάζης τηλεγραφικὴν συγκοινωνίαν. Ἡ ἑταιρία τῶν τηλεγράφων ἔλαβε τὰ κατάλληλα μέτρα πρὸς ἐπιδιόρθωσιν. [294, 580, 523, 769]
divider [10, 1006, 280, 1007]
article-title: ΝΕΑ ΣΧΟΛΗ [610, 837, 701, 854]
article-title: ΤΑ ΕΝ ΙΣΤΙΠ [76, 1014, 214, 1039]
divider [294, 301, 523, 302]
divider [10, 1554, 280, 1555]
royal-sub: ἐν ΛΟΝΔΙΝῼ [1126, 1496, 1220, 1511]
article-paragraph: Παρακαλοῦνται ὅθεν πάντες οἱ Ἐμποροϋπάλληλοι, μέλη τε καὶ μή, ὅπως τιμήσουν τὸν Σύλλογον διὰ τῆς παρουσίας των. [537, 1294, 774, 1361]
divider [1313, 1791, 1568, 1792]
divider [10, 667, 280, 668]
ad-subtitle: ΕΔΩΔΙΜΟΠΩΛΕΙΟΝ [1368, 1470, 1514, 1487]
news-title: ΥΠΟΔΟΧΗ ΤΟΥ ΣΕΪΧΟΥΛΙΣΛΑΜΗ [1121, 747, 1492, 772]
divider [537, 1657, 774, 1658]
news-title: ΑΝΑΓΝΩΣΙΣ ΑΥΤΟΚΡ. ΧΑΤΤΙΟΥ [1131, 841, 1482, 866]
ad-paragraph: εἰς τὸν «Χρυσοῦν Ἀστέρα» ἔσχε τὴν καλὴν ἰδέαν νὰ πωλῇ μὲ καταπληκτικὴν ἔκπεσιν τὸν τιμῶν ὅλα τὰ εἴδη τῶν τῆς ἐπιλογῆς τῶν ὡς καὶ μεγάλην ποσότητα τῶν Νέων Ἔτους. [537, 1875, 774, 1977]
divider [788, 339, 1025, 340]
article-paragraph: διὰ τοῦ ὁποίου θὰ κηρύσσηται ἡ διάλυσις τῆς Βουλῆς ὁρίζονται αἱ ἐκλογαί, θὰ ἐκδοθῇ σήμερον. [1313, 108, 1568, 158]
article-title: Η ΕΠΑΝΑΣΤΑΤΙΚΑ ΚΥΒΕΡΝΗΣΙΣ ΤΗΣ ΚΡΗΤΗΣ [1332, 289, 1549, 315]
article-paragraph: Καὶ ὅμως οἱ περὶ τὴν «Γενὴ Ἀσρ» γνωρίζουν καλῶς ὅτι εἶνε ἀληθῆ ὅσα ἀνεγράψαμεν, ἡμεῖς δὲ γνωρίζομεν ὅτι γνωρίζουν αὐτοὶ τοῦτο. [10, 485, 280, 553]
divider [294, 521, 523, 522]
divider [788, 688, 1025, 689]
ad-closing: Ἐπισκεφθῆτε τὸ ὅλοι. [835, 1259, 978, 1275]
divider [788, 2260, 1025, 2261]
article-paragraph: Πρόεδρος κ. Σὰμ Σιαλέλ, ἀντιπρόεδρος κ. Ἐδουάρδος Μαλκόφφ ταμίας ὁ Δόκτωρ Σουλὰν Μπρὰβ. [294, 1762, 523, 1830]
article-closing: Τόσα μόνον. [104, 646, 187, 661]
ad-title: ΚΑΥΣΟΞΥΛΑ [586, 1409, 726, 1433]
article-title: ΔΙΑ ΤΗΝ ΚΑΛΛΙΕΡΓΕΙΑΝ ΤΟΥ ΕΔΑΦΟΥΣ [323, 1248, 495, 1274]
owner-label: ΙΔΙΟΚΤΗΤΗΣ ΚΑΙ ΔΙΕΥΘΥΝΤΗΣ [63, 158, 227, 169]
calendar-date: ΤΕΤΑΡΤΗ 4 ΙΑΝΟΥΑΡΙΟΥ [58, 118, 232, 133]
article-title: ΑΙΜΑΤΗΡΟΤΑΤΗ ΣΥΜΠΛΟΚΗ [315, 54, 503, 101]
divider [1313, 165, 1568, 166]
article-subtitle: ΤΗΣ ΤΠΑΙΘΡΟΥ ΧΩΡΑΣ [58, 1192, 232, 1208]
divider [294, 1474, 523, 1475]
article-paragraph: Ἐπιτροπὴ ἀποτελουμένη ἐξ 6 Τούρκων, 4 Βουλγάρων καὶ δύο Σέρβων ἐσχηματίσθη εἰς τὸν καζᾶν Σκοπίων, ὑπὸ τοῦ Κεντρικοῦ Καϊμακάμη μὲ τὴν ἐντολὴν ὅπως ἐργασθῇ διὰ τὴν καλλιτέρευσιν τῶν διὰ τὴν καλλιέργειαν μέσων. Σημειωτέον ὅμως, ὅτι ὅλα τὰ μέλη τῆς ἐπιτροπῆς εἶνε ἐντελῶς ἀγράμματα. [294, 1278, 523, 1467]
ad-paragraph: Διὰ πλείονας πληροφορίας ἀπευθυνθεῖτε εἰς τὸν Πράκτορα: [1045, 1842, 1301, 1876]
column-2 [288, 47, 529, 2188]
ad-closing: Ἀπλῆ ἐπίσκεψις θὰ σᾶς πείσῃ. [1341, 1769, 1540, 1785]
news-source: Ο. Π. [1542, 1034, 1574, 1048]
article-paragraph: Ἡ βουλγαρικὴ ἐφημερὶς «Σοσιαλιστῖς» γράφει ὅτι ὁ διαβόητος ἀρχικομιτατζὴς καὶ ἐπιθεωρητὴς τοῦ Βουλγαρικοῦ Ἐπαναστατικοῦ Κομιτάτου Τόδορ Ἀλεξάνδρωφ ἀνεχώρησεν εἰς Ἰστὶπ. [294, 934, 523, 1054]
article-paragraph: Σχεδὸν ὅλαι αἱ ἐκθέσεις τονίζουσιν ὡς ἀπολύτως καὶ ἐπιβεβλημένας ἀνάγκας τὴν διοργάνωσιν καὶ ἐνίσχυσιν τῆς χωροφυλακῆς, τὴν ἐπαύξησιν τῶν ἀστυνομικῶν καὶ χωροφυλακικῶν σταθμῶν, ὡς καὶ τὴν ἵδρυσιν τηλεφώνων μεταξὺ τῶν χωρίων τῶν διαφόρων διαμερισμάτων. [10, 1284, 280, 1422]
column-3 [531, 47, 780, 2188]
divider [1039, 926, 1574, 927]
news-subtitle: ΚΑΤΑ ΤΟΥ ΒΟΥΛΓΑΡΙΚΟΥ ΚΟΜΙΤΑΤΟΥ [1161, 1206, 1452, 1223]
article-title: ΕΙ ΤΑ ΤΟΥΡΚΟΒΟΥΛΓΑΡΙΚΑ [552, 682, 759, 699]
ad-title: ΠΡΟΣ ΤΟΥΣ [589, 1664, 723, 1688]
divider [1039, 740, 1574, 741]
signature-names [537, 1382, 774, 1396]
article-subtitle: Συλλήψεις [866, 104, 947, 119]
owner-name: Κ. ΒΕΛΛΙΔΗΣ [88, 170, 202, 191]
calendar-title: ΗΜΕΡΟΛΟΓΙΟΝ [25, 57, 266, 86]
royal-sub: Ἀσφαλιστικὴ Ἑταιρία [1101, 1462, 1244, 1478]
article-paragraph: Ὁ Νομάρχης ἔλαβεν ὑπὸ σπουδαίαν ἔποψιν τὰς εἰς τὰς ἐκθέσεις διατυπουμένας ἀνάγκας καὶ κατηγορηματικῶς ὑπεσχέθη εἰς τοὺς Καϊμακάμηδες ὅτι θὰ προβῇ εἰς τὰς ἀναγκαῖα διαβήματα πρὸς ἐπιτυχῆ ἔκβασιν αὐτῶν. [10, 1427, 280, 1547]
